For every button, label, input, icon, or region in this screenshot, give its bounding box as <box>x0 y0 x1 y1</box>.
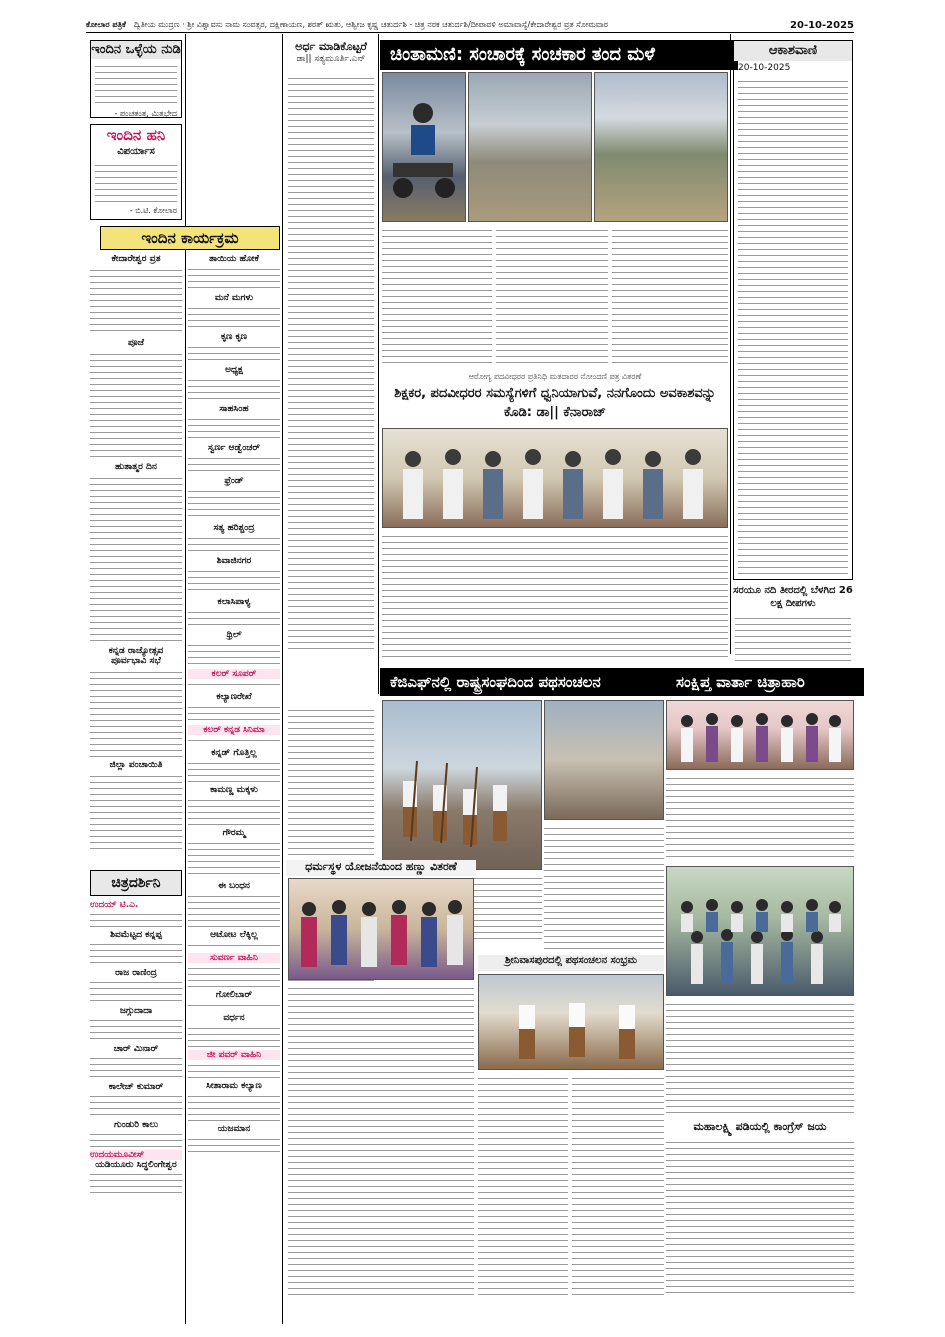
cinema-body <box>90 1016 182 1044</box>
tv-program-item: ಈ ಬಂಧನ <box>218 881 250 891</box>
tv-program-item: ಗೋಲಿಬಾರ್ <box>215 990 253 1000</box>
cinema-item: ರಾಜ ರಾಣಿಂದ್ರ <box>115 968 157 978</box>
tv-program-body <box>188 1135 280 1153</box>
masthead <box>86 18 854 33</box>
tv-program-item: ಸುವರ್ಣ ವಾಹಿನಿ <box>188 953 280 963</box>
briefs-title: ಸಂಕ್ಷಿಪ್ತ ವಾರ್ತಾ ಚಿತ್ರಾಹಾರಿ <box>666 668 864 696</box>
editorial-head <box>286 40 376 70</box>
cinema-item: ಜಗ್ಗುದಾದಾ <box>119 1006 153 1016</box>
srinivasapura-body-2 <box>572 1074 664 1296</box>
tv-program-item: ಫ್ರೆಂಡ್ <box>224 476 244 486</box>
cinema-list <box>90 900 182 1300</box>
tv-program-item: ತಾಯಿಯ ಹೋಕೆ <box>209 254 259 264</box>
cinema-item: ಗುಂಡುರಿ ಕಾಲು <box>113 1120 159 1130</box>
rss-headline: ಕೆಜಿಎಫ್‌ನಲ್ಲಿ ರಾಷ್ಟ್ರಸಂಘದಿಂದ ಪಥಸಂಚಲನ <box>380 668 670 696</box>
tv-program-body <box>188 1001 280 1011</box>
cinema-item: ಯಡಿಯೂರು ಸಿದ್ಧಲಿಂಗೇಶ್ವರ <box>95 1160 177 1170</box>
program-item: ಕನ್ನಡ ರಾಜ್ಯೋತ್ಸವ ಪೂರ್ವಭಾವಿ ಸಭೆ <box>108 646 164 666</box>
cinema-item: ಉದಯ್ ಟಿ.ಎ. <box>90 900 139 910</box>
sarayu-headline: ಸರಯೂ ನದಿ ತೀರದಲ್ಲಿ ಬೆಳಗಿದ 26 ಲಕ್ಷ ದೀಪಗಳು <box>733 585 853 609</box>
tv-program-body <box>188 1092 280 1122</box>
tv-program-body <box>188 680 280 690</box>
akashavani-date: 20-10-2025 <box>738 63 791 73</box>
briefs-photo-2 <box>666 866 854 996</box>
cinema-body <box>90 940 182 968</box>
cinema-item: ಶಿವಮೆಟ್ಟದ ಕನ್ನಪ್ಪ <box>110 930 162 940</box>
tv-program-body <box>188 265 280 291</box>
editorial-byline: ಡಾ|| ಸತ್ಯಮೂರ್ತಿ.ಎನ್ <box>296 54 366 64</box>
joke-subtitle: ವಿಪರ್ಯಾಸ <box>117 146 155 157</box>
editorial-body <box>288 74 374 654</box>
program-body <box>90 668 182 758</box>
column-divider <box>282 34 283 1324</box>
program-body <box>90 350 182 460</box>
lead-body-3 <box>612 226 728 366</box>
story2-kicker: ಆರೋಗ್ಯ ಪದವೀಧರರ ಪ್ರತಿನಿಧಿ ಮತದಾರರ ನೋಂದಣಿ ಪತ್ರ ವಿತರಣೆ <box>468 372 642 381</box>
joke-box <box>90 124 182 220</box>
tv-program-item: ಜೀ ಪವರ್ ವಾಹಿನಿ <box>188 1050 280 1060</box>
briefs-story-headline: ಮಹಾಲಕ್ಷ್ಮಿ ಪಡಿಯಲ್ಲಿ ಕಾಂಗ್ರೆಸ್ ಜಯ <box>693 1120 827 1133</box>
story2-headline: ಶಿಕ್ಷಕರ, ಪದವೀಧರರ ಸಮಸ್ಯೆಗಳಿಗೆ ಧ್ವನಿಯಾಗುವೆ, ನನಗೊಂದು ಅವಕಾಶವನ್ನು ಕೊಡಿ: ಡಾ|| ಕೆನಾರಾಜ್ <box>394 386 716 420</box>
dharma-headline: ಧರ್ಮಸ್ಥಳ ಯೋಜನೆಯಿಂದ ಹಣ್ಣು ವಿತರಣೆ <box>286 860 476 876</box>
tv-program-item: ಮನೆ ಮಗಳು <box>214 293 254 303</box>
tv-program-item: ಸಾಹಸಿಂಹ <box>219 404 249 414</box>
program-item: ಜಿಲ್ಲಾ ಪಂಚಾಯಿತಿ <box>109 760 163 770</box>
lead-headline: ಚಿಂತಾಮಣಿ: ಸಂಚಾರಕ್ಕೆ ಸಂಚಕಾರ ತಂದ ಮಳೆ <box>380 40 738 70</box>
tv-program-item: ಆಟೋಟ ಲೆಕ್ಕಿಲ್ಲ <box>210 930 258 940</box>
tv-program-item: ಸೀತಾರಾಮ ಕಲ್ಯಾಣ <box>206 1081 262 1091</box>
briefs-photo-1 <box>666 700 854 770</box>
tv-program-item: ಗೌರಮ್ಮ <box>222 828 246 838</box>
rss-body <box>544 824 664 954</box>
cinema-body <box>90 1092 182 1120</box>
tv-program-body <box>188 1024 280 1048</box>
tv-program-item: ವರ್ಧನ <box>223 1013 245 1023</box>
quote-credit: - ಪಂಚತಂತ್ರ, ಮಿತ್ರಭೇದ <box>114 109 177 118</box>
tv-program-item: ಕೃಣ ಕೃಣ <box>220 332 248 342</box>
rain-photo-flood <box>594 72 728 222</box>
program-body <box>90 772 182 852</box>
joke-credit: - ಬಿ.ಟಿ. ಕೋಲಾರ <box>129 206 177 215</box>
sarayu-body <box>735 614 851 666</box>
rss-photo-street <box>544 700 664 820</box>
tv-program-body <box>188 964 280 988</box>
tv-program-body <box>188 703 280 723</box>
briefs-body-1 <box>666 774 854 862</box>
tv-program-body <box>188 304 280 330</box>
rss-photo-march <box>382 700 542 870</box>
tv-program-item: ಥ್ರಿಲ್ <box>226 630 242 640</box>
tv-program-item: ಯಜಮಾನ <box>217 1124 251 1134</box>
tv-program-item: ಕನ್ನಡ್ ಗೊತ್ತಿಲ್ಲ <box>211 748 257 758</box>
akashavani-title: ಆಕಾಶವಾಣಿ <box>734 41 852 61</box>
cinema-item: ಉದಯಮೂವೀಸ್ <box>90 1150 182 1160</box>
dharma-body <box>288 984 474 1296</box>
tv-program-body <box>188 567 280 595</box>
tv-program-body <box>188 454 280 474</box>
cinema-title-box <box>90 870 182 896</box>
paper-name: ಕೋಲಾರ ಪತ್ರಿಕೆ <box>86 20 126 29</box>
tv-program-item: ಅಧ್ಯಕ್ಷ <box>225 365 243 375</box>
editorial-section: ಅರ್ಧ ಮಾಡಿಕೊಟ್ಟರೆ <box>295 40 367 53</box>
tv-program-body <box>188 376 280 402</box>
group-photo <box>382 428 728 528</box>
tv-program-item: ಕಲರ್ ಕನ್ನಡ ಸಿನಿಮಾ <box>188 725 280 735</box>
tv-program-item: ಕಲರ್ ಸೂಪರ್ <box>188 669 280 679</box>
tv-program-body <box>188 415 280 441</box>
cinema-body <box>90 978 182 1006</box>
rain-photo-street <box>468 72 592 222</box>
briefs-body-3 <box>666 1138 854 1296</box>
tv-program-body <box>188 736 280 746</box>
program-body <box>90 266 182 336</box>
quote-text <box>95 62 177 106</box>
column-divider <box>730 34 731 654</box>
quote-title: ಇಂದಿನ ಒಳ್ಳೆಯ ನುಡಿ <box>91 42 181 57</box>
quote-box <box>90 40 182 118</box>
tv-program-body <box>188 534 280 554</box>
tv-program-body <box>188 641 280 667</box>
tv-program-item: ಕಾಮಣ್ಣ ಮಕ್ಕಳು <box>210 785 258 795</box>
tv-program-body <box>188 1061 280 1079</box>
program-item: ಪೂಜೆ <box>127 338 145 348</box>
cinema-body <box>90 910 182 930</box>
tv-program-body <box>188 759 280 783</box>
cinema-item: ಕಾಲೇಜ್ ಕುಮಾರ್ <box>108 1082 164 1092</box>
tv-program-body <box>188 892 280 928</box>
story2-body <box>382 532 728 658</box>
tv-program-item: ಶಿವಾಜಿನಗರ <box>216 556 252 566</box>
tv-program-item: ಸ್ವರ್ಣ ಆಡ್ವೆಂಚರ್ <box>207 443 261 453</box>
tv-program-body <box>188 796 280 826</box>
briefs-body-2 <box>666 1000 854 1116</box>
program-title: ಇಂದಿನ ಕಾರ್ಯಕ್ರಮ <box>100 226 280 250</box>
rss-sub-headline: ಶ್ರೀನಿವಾಸಪುರದಲ್ಲಿ ಪಥಸಂಚಲನ ಸಂಭ್ರಮ <box>478 955 664 971</box>
cinema-body <box>90 1130 182 1150</box>
joke-title: ಇಂದಿನ ಹನಿ <box>106 126 166 144</box>
issue-date: 20-10-2025 <box>790 19 854 31</box>
program-list <box>90 254 182 864</box>
srinivasapura-photo <box>478 974 664 1070</box>
tv-program-item: ಕಲಾಸಿಪಾಳ್ಯ <box>217 597 251 607</box>
joke-text <box>95 161 177 203</box>
tv-list <box>188 254 280 1294</box>
cinema-item: ಚಾರ್ ಮಿನಾರ್ <box>113 1044 159 1054</box>
dharma-photo <box>288 878 474 980</box>
cinema-title: ಚಿತ್ರದರ್ಶಿನಿ <box>111 875 161 891</box>
tv-program-body <box>188 941 280 951</box>
tv-program-body <box>188 839 280 879</box>
tv-program-body <box>188 487 280 521</box>
program-body <box>90 474 182 644</box>
cinema-body <box>90 1170 182 1198</box>
program-item: ಹುತಾತ್ಮರ ದಿನ <box>115 462 157 472</box>
tv-program-item: ಸತ್ಯ ಹರಿಶ್ಚಂದ್ರ <box>213 523 255 533</box>
tv-program-body <box>188 608 280 628</box>
column-divider <box>378 34 379 694</box>
rain-photo-rider <box>382 72 466 222</box>
cinema-body <box>90 1054 182 1082</box>
akashavani-body <box>738 77 848 577</box>
lead-body-2 <box>496 226 608 366</box>
tv-program-item: ಕಲ್ಯಾಣರೇಖೆ <box>216 692 252 702</box>
srinivasapura-body-1 <box>478 1074 568 1296</box>
tv-program-body <box>188 343 280 363</box>
akashavani-box <box>733 40 853 580</box>
masthead-details: ದ್ವಿತೀಯ ಮುದ್ರಣ · ಶ್ರೀ ವಿಶ್ವಾವಸು ನಾಮ ಸಂವತ್ಸರ, ದಕ್ಷಿಣಾಯಣ, ಶರತ್ ಋತು, ಆಶ್ವೀಜ ಕೃಷ್ಣ ಚತುರ್ದಶಿ - ಚಿತ್ರ ನರಕ ಚತುರ್ದಶಿ/ದೀಪಾವಳಿ ಅಮಾವಾಸ್ಯೆ/ಕೇದಾರೇಶ್ವರ ವ್ರತ ಸೋಮವಾರ <box>133 20 608 29</box>
program-item: ಕೇದಾರೇಶ್ವರ ವ್ರತ <box>111 254 161 264</box>
lead-body-1 <box>382 226 492 366</box>
